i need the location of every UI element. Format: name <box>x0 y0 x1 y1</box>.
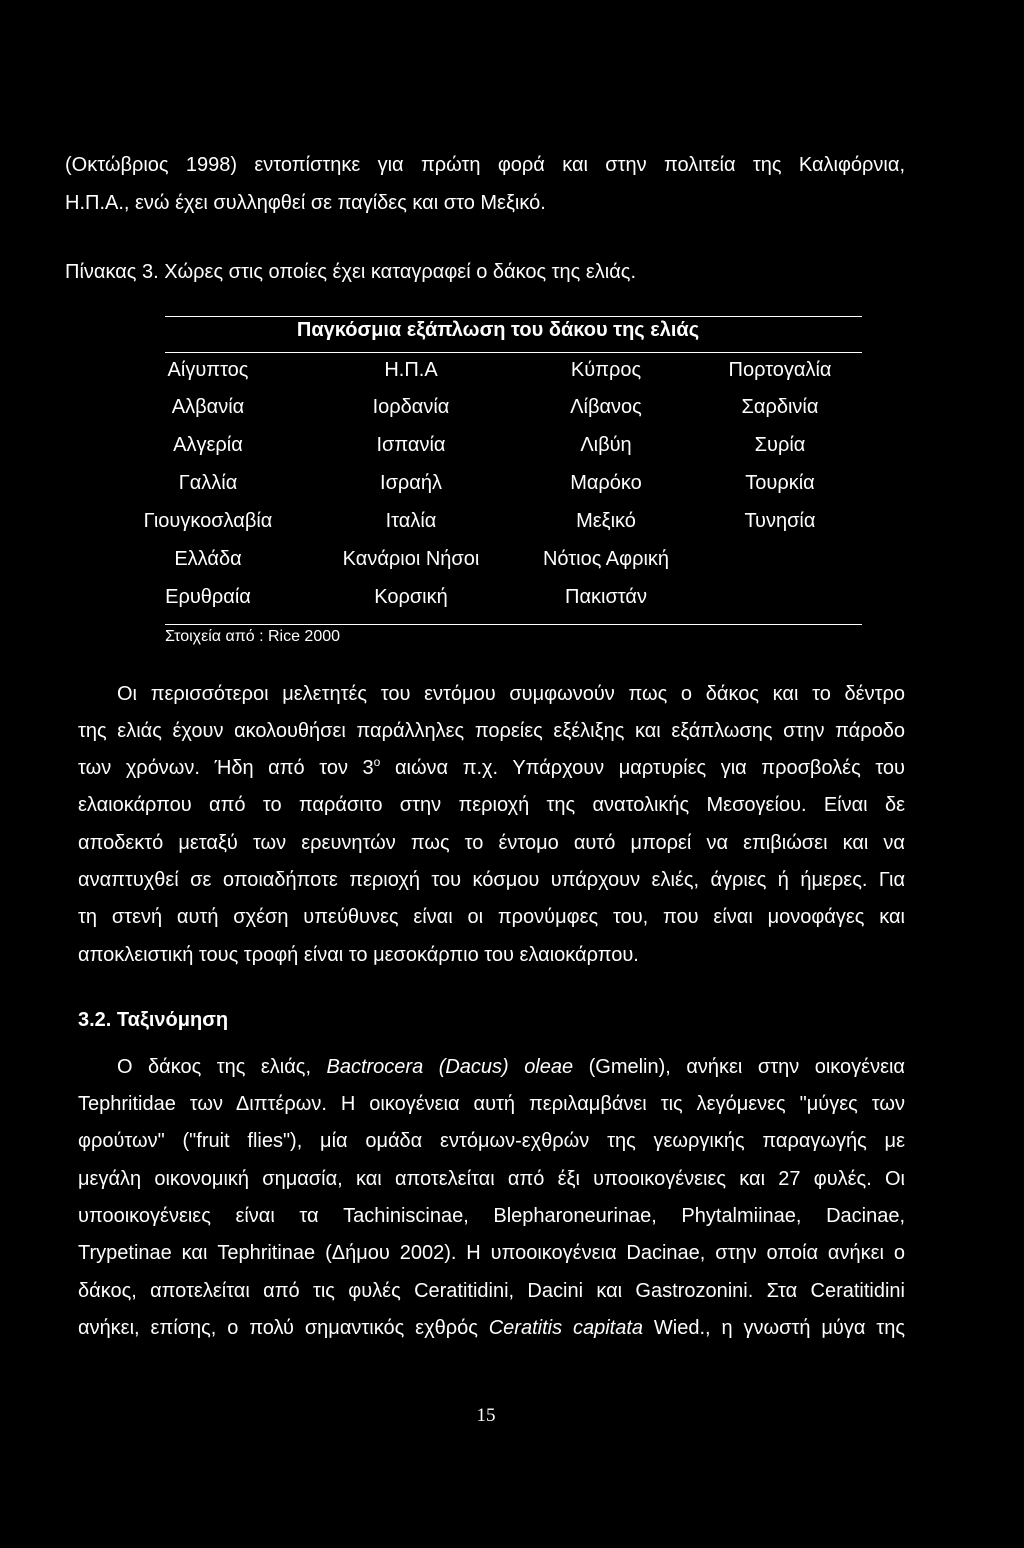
table-cell: Γιουγκοσλαβία <box>143 510 273 532</box>
line-text: (Gmelin), ανήκει στην οικογένεια <box>573 1056 905 1078</box>
table-cell: Λίβανος <box>570 396 642 418</box>
superscript-text: ο <box>373 755 381 769</box>
line-text: αιώνα π.χ. Υπάρχουν μαρτυρίες για προσβολές του <box>380 757 905 779</box>
paragraph-line: αποδεκτό μεταξύ των ερευνητών πως το έντομο αυτό μπορεί να επιβιώσει και να <box>78 832 905 854</box>
table-cell: Πακιστάν <box>565 586 647 608</box>
table-cell: Ελλάδα <box>174 548 242 570</box>
line-text: Wied., η γνωστή μύγα της <box>643 1317 905 1339</box>
table-cell: Αίγυπτος <box>167 359 249 381</box>
page-number: 15 <box>476 1405 496 1426</box>
species-name: Ceratitis capitata <box>488 1317 644 1339</box>
table-cell: Αλγερία <box>173 434 243 456</box>
section-heading: 3.2. Ταξινόμηση <box>78 1009 229 1031</box>
line-text: Ο δάκος της ελιάς, <box>117 1056 327 1078</box>
paragraph-line <box>78 1316 905 1340</box>
table-cell: Ιταλία <box>385 510 437 532</box>
table-cell: Αλβανία <box>171 396 245 418</box>
paragraph-line <box>117 1055 905 1079</box>
paragraph-line: τη στενή αυτή σχέση υπεύθυνες είναι οι προνύμφες του, που είναι μονοφάγες και <box>78 906 905 928</box>
table-bottom-rule <box>165 624 862 625</box>
table-cell: Συρία <box>754 434 806 456</box>
table-cell: Γαλλία <box>178 472 238 494</box>
paragraph-line: φρούτων" ("fruit flies"), μία ομάδα εντόμων-εχθρών της γεωργικής παραγωγής με <box>78 1130 905 1152</box>
paragraph-line: της ελιάς έχουν ακολουθήσει παράλληλες πορείες εξέλιξης και εξάπλωσης στην πάροδο <box>78 720 905 742</box>
paragraph-line: μεγάλη οικονομική σημασία, και αποτελείται από έξι υποοικογένειες και 27 φυλές. Οι <box>78 1168 905 1190</box>
paragraph-line: αποκλειστική τους τροφή είναι το μεσοκάρπιο του ελαιοκάρπου. <box>78 944 639 966</box>
table-cell: Κορσική <box>374 586 448 608</box>
table-cell: Τυνησία <box>744 510 816 532</box>
table-cell: Η.Π.Α <box>384 359 438 381</box>
intro-line: (Οκτώβριος 1998) εντοπίστηκε για πρώτη φορά και στην πολιτεία της Καλιφόρνια, <box>65 154 905 176</box>
paragraph-line: δάκος, αποτελείται από τις φυλές Ceratitidini, Dacini και Gastrozonini. Στα Ceratitidini <box>78 1280 905 1302</box>
paragraph-line <box>78 756 905 780</box>
table-cell: Πορτογαλία <box>728 359 832 381</box>
line-text: ανήκει, επίσης, ο πολύ σημαντικός εχθρός <box>78 1317 489 1339</box>
paragraph-line: Οι περισσότεροι μελετητές του εντόμου συμφωνούν πως ο δάκος και το δέντρο <box>117 683 905 705</box>
table-cell: Μεξικό <box>576 510 636 532</box>
species-name: Bactrocera (Dacus) oleae <box>326 1056 574 1078</box>
table-cell: Μαρόκο <box>570 472 642 494</box>
table-cell: Κανάριοι Νήσοι <box>342 548 480 570</box>
table-caption: Πίνακας 3. Χώρες στις οποίες έχει καταγραφεί ο δάκος της ελιάς. <box>65 261 636 283</box>
paragraph-line: αναπτυχθεί σε οποιαδήποτε περιοχή του κόσμου υπάρχουν ελιές, άγριες ή ήμερες. Για <box>78 869 905 891</box>
table-heading: Παγκόσμια εξάπλωση του δάκου της ελιάς <box>296 319 700 341</box>
table-cell: Σαρδινία <box>741 396 819 418</box>
line-text: των χρόνων. Ήδη από τον 3 <box>78 757 374 779</box>
intro-line: Η.Π.Α., ενώ έχει συλληφθεί σε παγίδες και στο Μεξικό. <box>65 192 546 214</box>
table-cell: Ιορδανία <box>372 396 450 418</box>
table-cell: Νότιος Αφρική <box>542 548 670 570</box>
table-cell: Ισπανία <box>376 434 446 456</box>
paragraph-line: υποοικογένειες είναι τα Tachiniscinae, Blepharoneurinae, Phytalmiinae, Dacinae, <box>78 1205 905 1227</box>
table-cell: Κύπρος <box>570 359 642 381</box>
paragraph-line: Tephritidae των Διπτέρων. Η οικογένεια αυτή περιλαμβάνει τις λεγόμενες "μύγες των <box>78 1093 905 1115</box>
table-top-rule <box>165 316 862 317</box>
table-cell: Τουρκία <box>745 472 815 494</box>
table-source: Στοιχεία από : Rice 2000 <box>165 628 341 645</box>
table-cell: Ισραήλ <box>380 472 442 494</box>
paragraph-line: ελαιοκάρπου από το παράσιτο στην περιοχή της ανατολικής Μεσογείου. Είναι δε <box>78 794 905 816</box>
table-cell: Λιβύη <box>580 434 632 456</box>
table-header-rule <box>165 352 862 353</box>
table-cell: Ερυθραία <box>165 586 251 608</box>
paragraph-line: Trypetinae και Tephritinae (Δήμου 2002). Η υποοικογένεια Dacinae, στην οποία ανήκει ο <box>78 1242 905 1264</box>
